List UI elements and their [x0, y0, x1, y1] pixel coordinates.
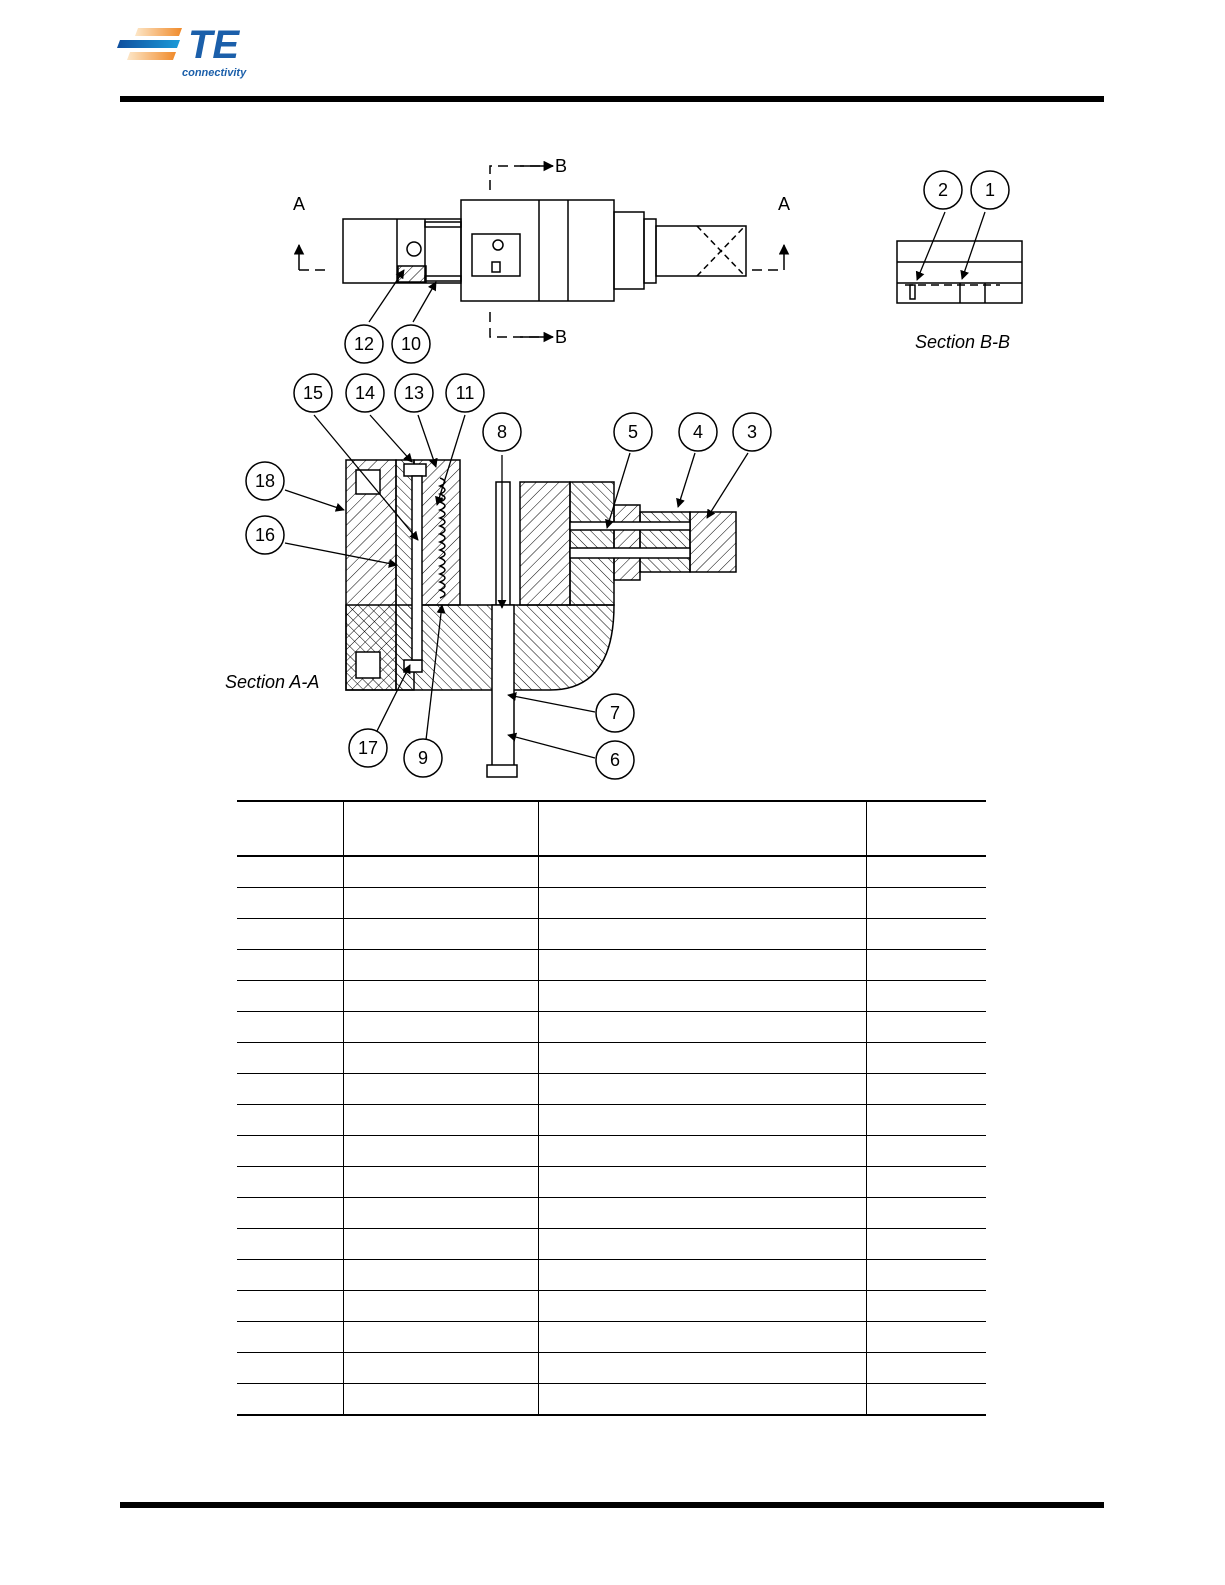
- table-cell: [344, 1136, 539, 1167]
- table-row: [237, 1136, 986, 1167]
- table-cell: [344, 950, 539, 981]
- table-row: [237, 1322, 986, 1353]
- section-bb-view: [897, 241, 1022, 303]
- table-row: [237, 1384, 986, 1416]
- table-cell: [237, 1136, 344, 1167]
- section-aa-view: [346, 460, 736, 777]
- cut-label-b-top: B: [555, 156, 568, 176]
- table-cell: [344, 1074, 539, 1105]
- table-cell: [237, 1074, 344, 1105]
- table-cell: [539, 1229, 867, 1260]
- table-cell: [237, 981, 344, 1012]
- table-cell: [539, 1322, 867, 1353]
- table-cell: [344, 1291, 539, 1322]
- svg-text:2: 2: [937, 180, 949, 200]
- svg-text:15: 15: [302, 383, 324, 403]
- table-cell: [344, 1353, 539, 1384]
- table-cell: [344, 1012, 539, 1043]
- callout-18: [246, 462, 284, 500]
- callout-8: [483, 413, 521, 451]
- table-row: [237, 1167, 986, 1198]
- callout-10: [392, 325, 430, 363]
- table-cell: [237, 1291, 344, 1322]
- parts-table: [237, 800, 986, 1416]
- table-row: [237, 856, 986, 888]
- assembly-drawing: [0, 0, 1225, 790]
- table-header-cell: [344, 801, 539, 856]
- table-row: [237, 1198, 986, 1229]
- callout-17: [349, 729, 387, 767]
- table-cell: [867, 1074, 987, 1105]
- svg-text:4: 4: [692, 422, 704, 442]
- table-cell: [539, 1105, 867, 1136]
- table-cell: [539, 1136, 867, 1167]
- table-cell: [237, 1012, 344, 1043]
- svg-text:1: 1: [984, 180, 996, 200]
- callout-9: [404, 739, 442, 777]
- svg-text:16: 16: [254, 525, 276, 545]
- callout-12: [345, 325, 383, 363]
- table-cell: [539, 981, 867, 1012]
- table-cell: [867, 1012, 987, 1043]
- table-cell: [867, 1198, 987, 1229]
- callout-7: [596, 694, 634, 732]
- cut-label-b-bottom: B: [555, 327, 568, 347]
- table-cell: [344, 1260, 539, 1291]
- table-cell: [539, 888, 867, 919]
- table-cell: [867, 1353, 987, 1384]
- svg-text:9: 9: [417, 748, 429, 768]
- callout-15: [294, 374, 332, 412]
- table-cell: [344, 888, 539, 919]
- svg-text:5: 5: [627, 422, 639, 442]
- table-cell: [867, 1136, 987, 1167]
- table-cell: [867, 1291, 987, 1322]
- table-row: [237, 888, 986, 919]
- table-cell: [867, 1384, 987, 1416]
- callout-1: [971, 171, 1009, 209]
- table-row: [237, 1353, 986, 1384]
- logo-text: TE: [188, 24, 240, 67]
- footer-rule: [120, 1502, 1104, 1508]
- table-row: [237, 981, 986, 1012]
- table-cell: [237, 1353, 344, 1384]
- table-row: [237, 1229, 986, 1260]
- table-row: [237, 1012, 986, 1043]
- table-cell: [237, 888, 344, 919]
- table-cell: [867, 1043, 987, 1074]
- table-cell: [237, 1105, 344, 1136]
- section-aa-label: Section A-A: [225, 672, 320, 692]
- table-cell: [539, 1291, 867, 1322]
- table-header-row: [237, 801, 986, 856]
- table-row: [237, 1105, 986, 1136]
- table-cell: [867, 1105, 987, 1136]
- table-cell: [344, 1322, 539, 1353]
- table-cell: [237, 919, 344, 950]
- svg-text:12: 12: [353, 334, 375, 354]
- table-cell: [344, 1105, 539, 1136]
- callout-14: [346, 374, 384, 412]
- callout-16: [246, 516, 284, 554]
- table-cell: [539, 1012, 867, 1043]
- svg-text:14: 14: [354, 383, 376, 403]
- svg-text:11: 11: [455, 383, 475, 403]
- svg-text:10: 10: [400, 334, 422, 354]
- top-view: [343, 200, 746, 301]
- svg-text:8: 8: [496, 422, 508, 442]
- table-cell: [539, 950, 867, 981]
- table-header-cell: [867, 801, 987, 856]
- table-cell: [867, 856, 987, 888]
- table-row: [237, 1260, 986, 1291]
- table-cell: [237, 856, 344, 888]
- svg-text:17: 17: [357, 738, 379, 758]
- callout-3: [733, 413, 771, 451]
- callout-6: [596, 741, 634, 779]
- table-cell: [867, 1167, 987, 1198]
- table-cell: [237, 1384, 344, 1416]
- table-header-cell: [539, 801, 867, 856]
- table-cell: [237, 1322, 344, 1353]
- table-cell: [344, 1229, 539, 1260]
- table-cell: [539, 1384, 867, 1416]
- table-cell: [539, 1198, 867, 1229]
- table-cell: [344, 1384, 539, 1416]
- table-cell: [539, 1167, 867, 1198]
- table-row: [237, 1291, 986, 1322]
- svg-text:3: 3: [746, 422, 758, 442]
- table-cell: [867, 950, 987, 981]
- table-row: [237, 1074, 986, 1105]
- callout-5: [614, 413, 652, 451]
- table-cell: [237, 1167, 344, 1198]
- table-cell: [867, 1260, 987, 1291]
- svg-text:13: 13: [403, 383, 425, 403]
- table-cell: [344, 1167, 539, 1198]
- table-cell: [344, 919, 539, 950]
- table-cell: [867, 1229, 987, 1260]
- callout-13: [395, 374, 433, 412]
- table-cell: [344, 1198, 539, 1229]
- logo-subtext: connectivity: [182, 67, 247, 79]
- table-cell: [344, 981, 539, 1012]
- callout-11: [446, 374, 484, 412]
- table-cell: [237, 1198, 344, 1229]
- table-cell: [237, 1260, 344, 1291]
- table-cell: [344, 856, 539, 888]
- table-cell: [539, 1074, 867, 1105]
- svg-text:6: 6: [609, 750, 621, 770]
- table-cell: [539, 1260, 867, 1291]
- table-cell: [237, 1043, 344, 1074]
- section-bb-label: Section B-B: [915, 332, 1011, 352]
- cut-lines: [299, 166, 784, 337]
- table-header-cell: [237, 801, 344, 856]
- svg-text:7: 7: [609, 703, 621, 723]
- table-row: [237, 1043, 986, 1074]
- table-cell: [867, 888, 987, 919]
- table-cell: [344, 1043, 539, 1074]
- table-body: [237, 856, 986, 1415]
- table-cell: [539, 1353, 867, 1384]
- table-cell: [539, 856, 867, 888]
- table-cell: [867, 919, 987, 950]
- table-row: [237, 950, 986, 981]
- table-row: [237, 919, 986, 950]
- svg-text:18: 18: [254, 471, 276, 491]
- table-cell: [539, 1043, 867, 1074]
- table-cell: [867, 981, 987, 1012]
- cut-label-a-right: A: [778, 194, 791, 214]
- callout-4: [679, 413, 717, 451]
- callout-2: [924, 171, 962, 209]
- table-cell: [237, 1229, 344, 1260]
- cut-label-a-left: A: [293, 194, 306, 214]
- table-cell: [867, 1322, 987, 1353]
- table-cell: [237, 950, 344, 981]
- table-cell: [539, 919, 867, 950]
